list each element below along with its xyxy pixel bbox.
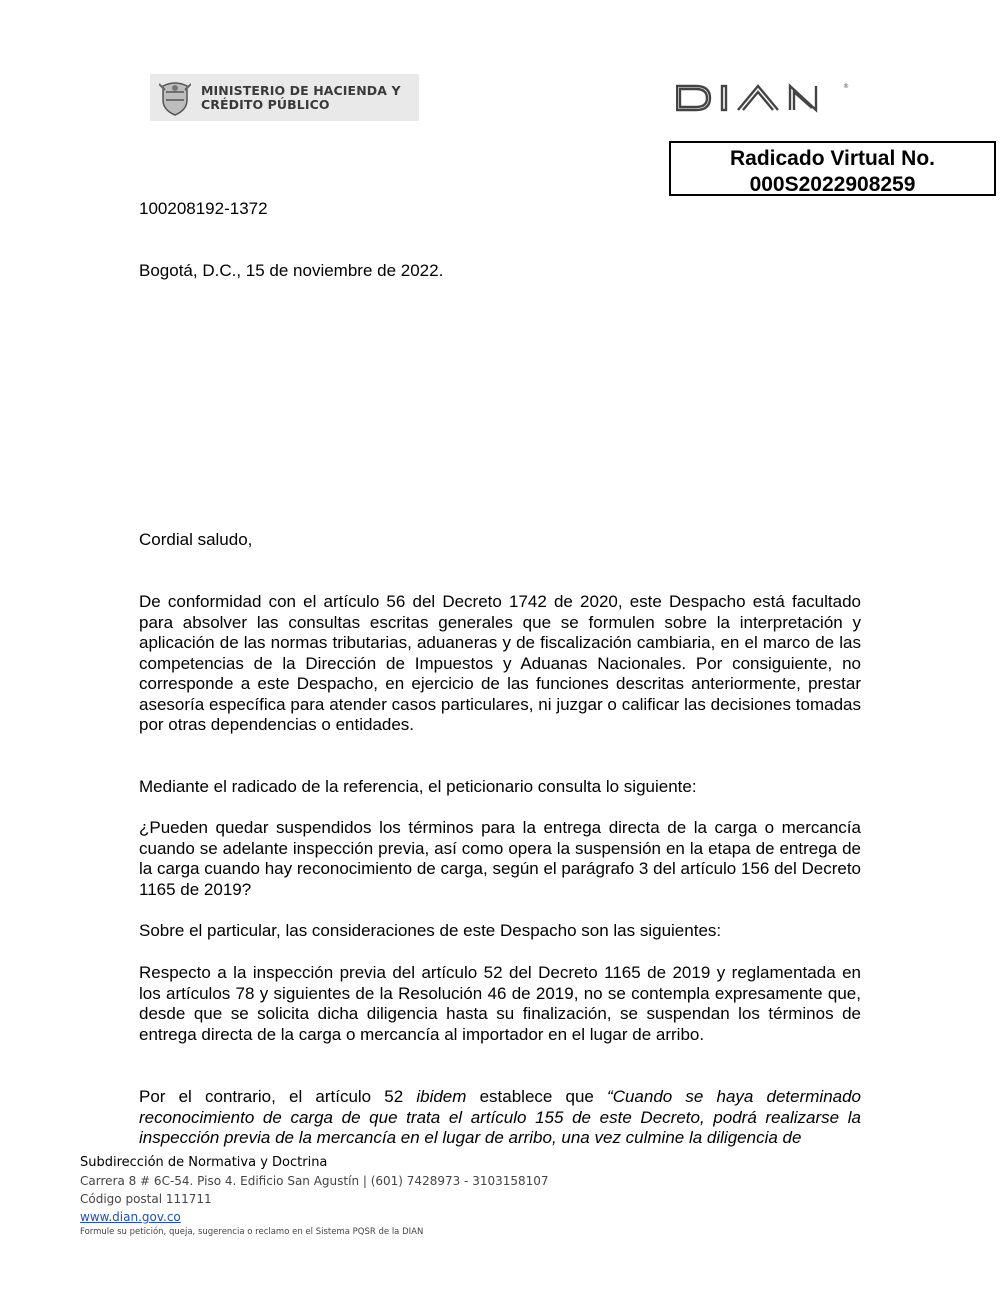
colombia-crest-icon (159, 80, 191, 116)
letter-date: Bogotá, D.C., 15 de noviembre de 2022. (139, 261, 444, 280)
radicado-label: Radicado Virtual No. (730, 147, 935, 170)
paragraph-6-mid: establece que (466, 1087, 608, 1106)
greeting: Cordial saludo, (139, 530, 253, 549)
paragraph-1: De conformidad con el artículo 56 del Decreto 1742 de 2020, este Despacho está facultado para absolver las consultas escritas generales que se formulen sobre la interpretación y aplicación de las normas tributarias, aduaneras y de fiscalización cambiaria, en el marco de las competencias de la Dirección de Impuestos y Aduanas Nacionales. Por consiguiente, no corresponde a este Despacho, en ejercicio de las funciones descritas anteriormente, prestar asesoría específica para atender casos particulares, ni juzgar o calificar las decisiones tomadas por otras dependencias o entidades. (139, 592, 861, 734)
footer-website-link[interactable]: www.dian.gov.co (80, 1210, 181, 1224)
footer-office: Subdirección de Normativa y Doctrina (80, 1155, 328, 1170)
radicado-number: 000S2022908259 (749, 173, 916, 196)
paragraph-2: Mediante el radicado de la referencia, el peticionario consulta lo siguiente: (139, 777, 697, 796)
footer-address: Carrera 8 # 6C-54. Piso 4. Edificio San Agustín | (601) 7428973 - 3103158107 (80, 1174, 549, 1188)
paragraph-4: Sobre el particular, las consideraciones de este Despacho son las siguientes: (139, 921, 722, 940)
quoted-article: “Cuando se haya determinado reconocimiento de carga de que trata el artículo 155 de este Decreto, podrá realizarse la inspección previa de la mercancía en el lugar de arribo, una vez culmine la diligencia de (139, 1087, 862, 1147)
reference-number: 100208192-1372 (139, 199, 268, 218)
ministerio-line-2: CRÉDITO PÚBLICO (201, 96, 330, 112)
paragraph-6-start: Por el contrario, el artículo 52 (139, 1087, 417, 1106)
ministerio-line-1: MINISTERIO DE HACIENDA Y (201, 82, 401, 98)
ministerio-logo (150, 74, 419, 121)
paragraph-6 (139, 1087, 861, 1149)
ibidem-term: ibidem (416, 1087, 467, 1106)
svg-text:®: ® (843, 83, 849, 90)
paragraph-5: Respecto a la inspección previa del artículo 52 del Decreto 1165 de 2019 y reglamentada en los artículos 78 y siguientes de la Resolución 46 de 2019, no se contempla expresamente que, desde que se solicita dicha diligencia hasta su finalización, se suspendan los términos de entrega directa de la carga o mercancía al importador en el lugar de arribo. (139, 963, 861, 1044)
radicado-box (669, 141, 996, 196)
footer-postal-code: Código postal 111711 (80, 1192, 212, 1206)
ministerio-name (201, 84, 401, 112)
paragraph-question: ¿Pueden quedar suspendidos los términos para la entrega directa de la carga o mercancía cuando se adelante inspección previa, así como opera la suspensión en la etapa de entrega de la carga cuando hay reconocimiento de carga, según el parágrafo 3 del artículo 156 del Decreto 1165 de 2019? (139, 818, 862, 899)
footer-pqsr-note: Formule su petición, queja, sugerencia o reclamo en el Sistema PQSR de la DIAN (80, 1227, 424, 1237)
dian-logo (676, 80, 851, 116)
